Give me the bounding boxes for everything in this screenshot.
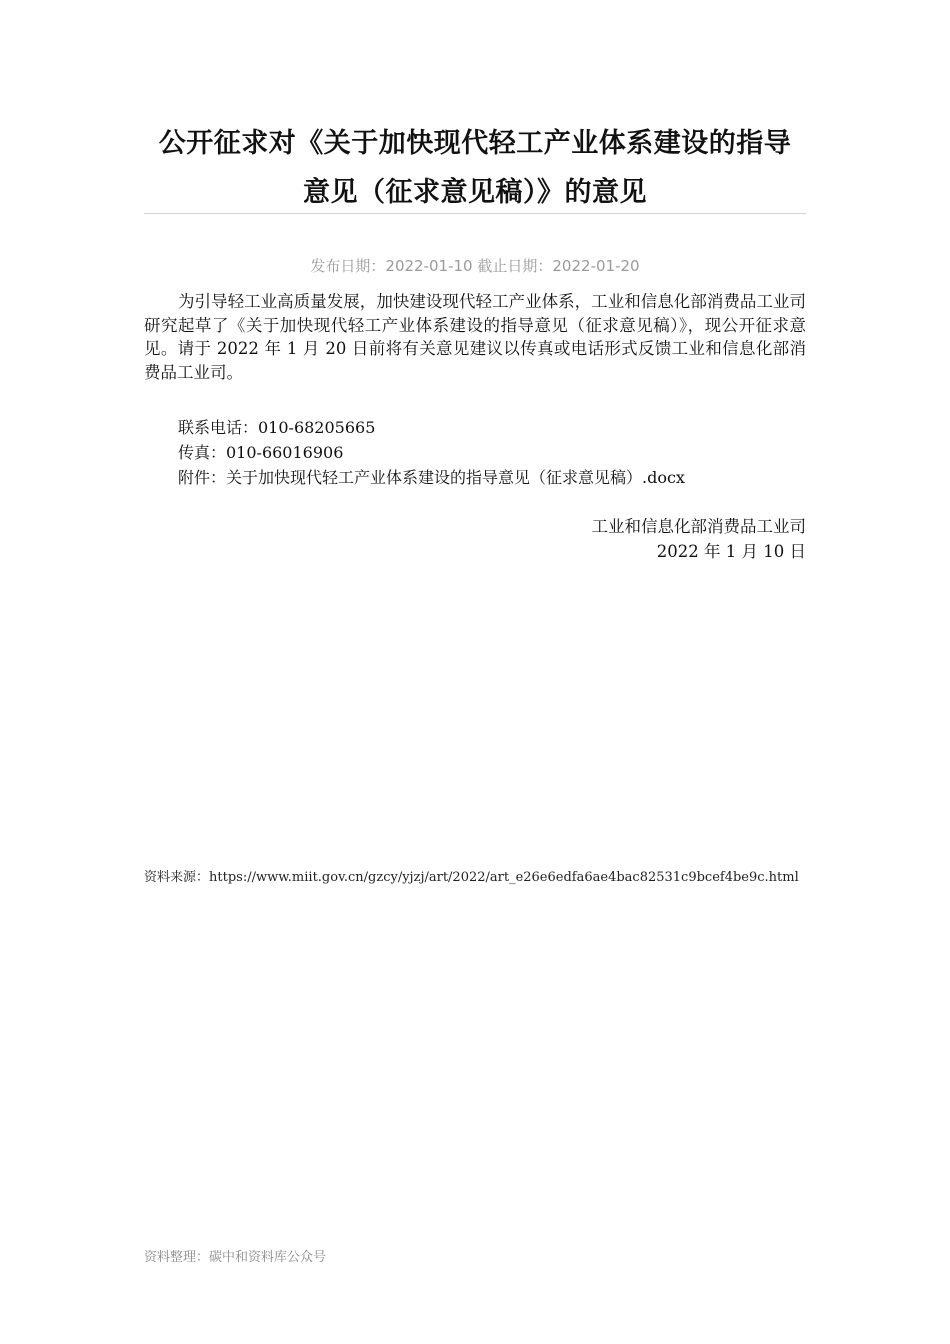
contact-block	[178, 415, 685, 490]
publish-date: 发布日期：2022-01-10	[310, 257, 473, 275]
date-line	[144, 255, 806, 276]
signature-org: 工业和信息化部消费品工业司	[591, 517, 806, 536]
document-title-line-1: 公开征求对《关于加快现代轻工产业体系建设的指导	[158, 128, 792, 159]
document-title-line-2: 意见（征求意见稿）》的意见	[303, 177, 647, 208]
deadline-date: 截止日期：2022-01-20	[477, 257, 640, 275]
footer-credit: 资料整理：碳中和资料库公众号	[144, 1250, 327, 1265]
attachment-link[interactable]: 附件：关于加快现代轻工产业体系建设的指导意见（征求意见稿）.docx	[178, 468, 685, 487]
body-paragraph: 为引导轻工业高质量发展，加快建设现代轻工产业体系，工业和信息化部消费品工业司研究起草了《关于加快现代轻工产业体系建设的指导意见（征求意见稿）》，现公开征求意见。请于 2022 年 1 月 20 日前将有关意见建议以传真或电话形式反馈工业和信息化部消费品工业司。	[144, 292, 806, 382]
contact-phone: 联系电话：010-68205665	[178, 418, 376, 437]
signature-date: 2022 年 1 月 10 日	[656, 542, 806, 561]
contact-fax: 传真：010-66016906	[178, 443, 344, 462]
title-divider	[144, 213, 806, 214]
signature-block	[592, 514, 807, 564]
source-url: 资料来源：https://www.miit.gov.cn/gzcy/yjzj/art/2022/art_e26e6edfa6ae4bac82531c9bcef4be9c.html	[144, 870, 799, 885]
